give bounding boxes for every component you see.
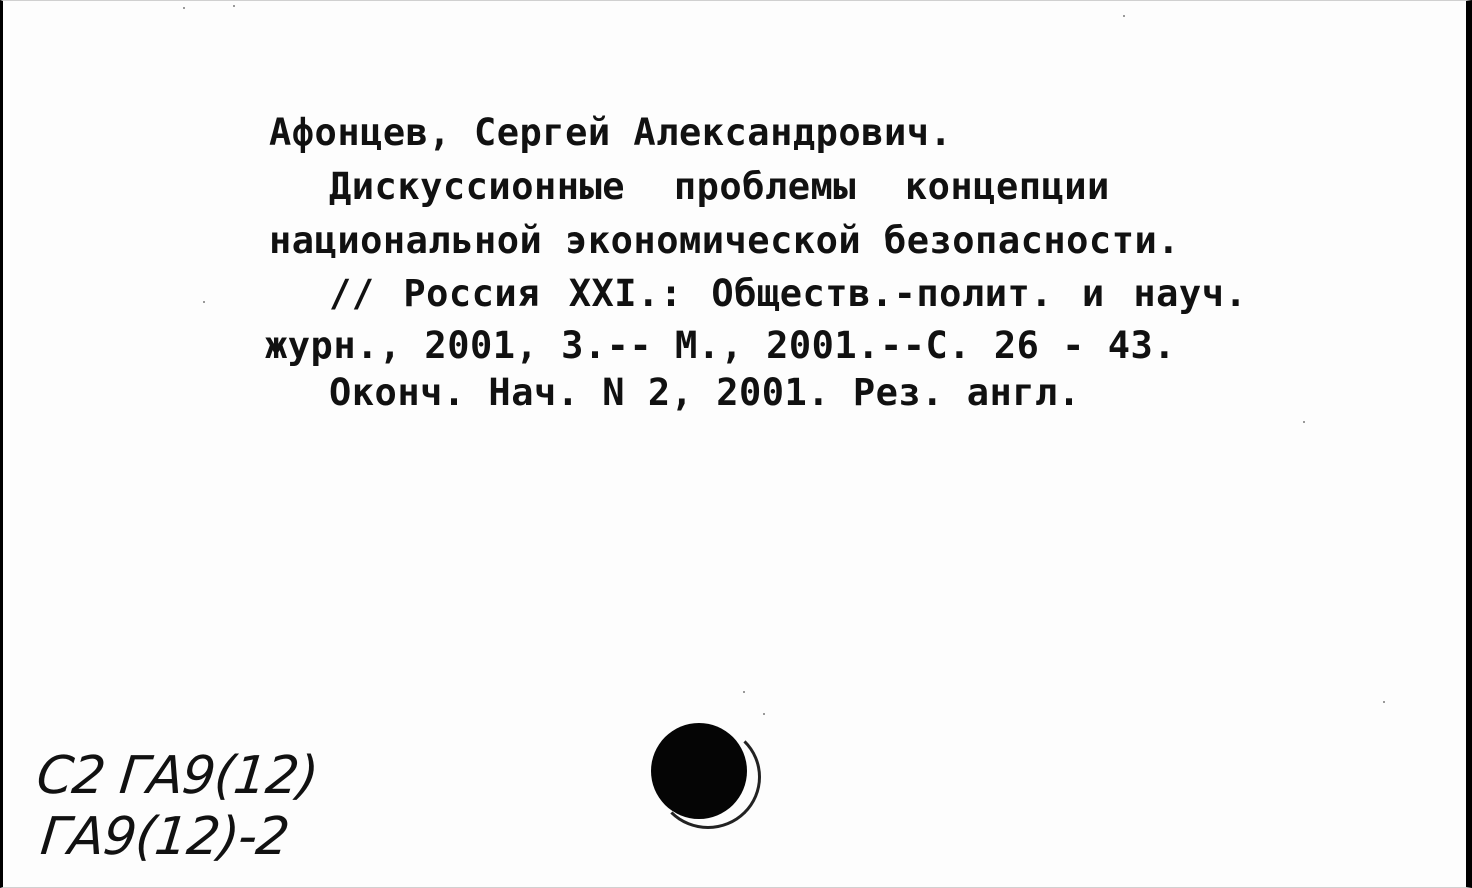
scan-speck xyxy=(763,713,765,715)
title-line-2: национальной экономической безопасности. xyxy=(269,219,1181,262)
author-line: Афонцев, Сергей Александрович. xyxy=(269,111,953,154)
scan-speck xyxy=(183,7,185,9)
scan-speck xyxy=(233,5,235,7)
note-line: Оконч. Нач. N 2, 2001. Рез. англ. xyxy=(329,371,1081,414)
scan-speck xyxy=(743,691,745,693)
scan-speck xyxy=(203,301,205,303)
shelfmark-1: С2 ГА9(12) xyxy=(33,746,321,806)
source-line-2: журн., 2001, 3.-- М., 2001.--С. 26 - 43. xyxy=(265,324,1177,367)
scan-speck xyxy=(1123,15,1125,17)
shelfmark-2: ГА9(12)-2 xyxy=(37,807,292,867)
punch-hole-rim xyxy=(655,725,761,829)
scan-speck xyxy=(1303,421,1305,423)
title-line-1: Дискуссионные проблемы концепции xyxy=(329,165,1110,208)
source-line-1: // Россия XXI.: Обществ.-полит. и науч. xyxy=(329,272,1248,315)
scan-speck xyxy=(1383,701,1385,703)
